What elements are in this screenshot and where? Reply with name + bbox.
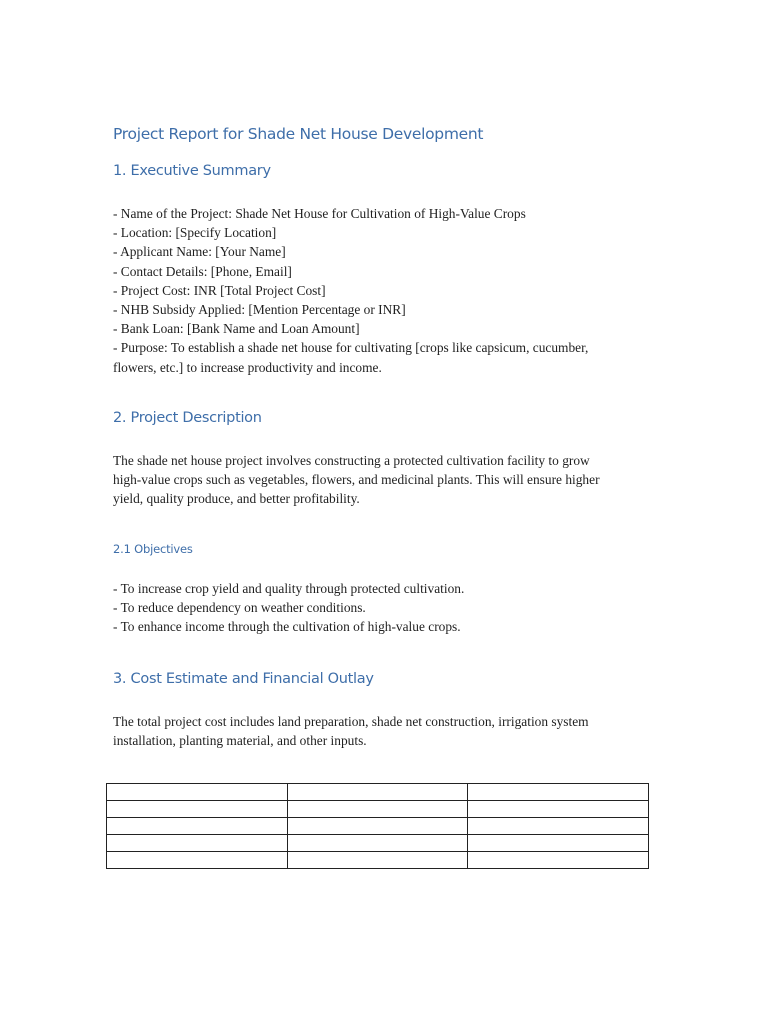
table-cell	[468, 801, 649, 818]
paragraph-line: yield, quality produce, and better profitability.	[113, 491, 360, 507]
subsection-heading-objectives: 2.1 Objectives	[113, 542, 193, 556]
cost-estimate-paragraph	[113, 712, 653, 750]
list-item: - To reduce dependency on weather conditions.	[113, 600, 366, 616]
list-item: - Purpose: To establish a shade net house for cultivating [crops like capsicum, cucumber,	[113, 340, 589, 356]
list-item: - Bank Loan: [Bank Name and Loan Amount]	[113, 321, 360, 337]
table-cell	[468, 784, 649, 801]
table-cell	[468, 818, 649, 835]
table-cell	[468, 852, 649, 869]
list-item: - To increase crop yield and quality through protected cultivation.	[113, 581, 465, 596]
table-cell	[107, 852, 288, 869]
table-cell	[287, 852, 468, 869]
paragraph-line: The total project cost includes land preparation, shade net construction, irrigation system	[113, 714, 589, 729]
list-item: - NHB Subsidy Applied: [Mention Percentage or INR]	[113, 302, 406, 318]
paragraph-line: high-value crops such as vegetables, flowers, and medicinal plants. This will ensure higher	[113, 472, 600, 488]
objectives-list	[113, 579, 653, 637]
list-item: flowers, etc.] to increase productivity and income.	[113, 359, 382, 375]
table-cell	[107, 784, 288, 801]
table-cell	[287, 818, 468, 835]
section-heading-cost-estimate: 3. Cost Estimate and Financial Outlay	[113, 671, 374, 687]
table-row	[107, 818, 649, 835]
table-cell	[287, 784, 468, 801]
list-item: - Project Cost: INR [Total Project Cost]	[113, 282, 326, 298]
section-heading-project-description: 2. Project Description	[113, 410, 262, 426]
list-item: - To enhance income through the cultivation of high-value crops.	[113, 619, 461, 635]
table-row	[107, 852, 649, 869]
table-cell	[107, 801, 288, 818]
table-cell	[287, 835, 468, 852]
paragraph-line: The shade net house project involves constructing a protected cultivation facility to grow	[113, 453, 590, 468]
table-row	[107, 801, 649, 818]
cost-estimate-table	[106, 783, 649, 869]
document-title: Project Report for Shade Net House Development	[113, 125, 484, 143]
table-cell	[107, 835, 288, 852]
table-cell	[287, 801, 468, 818]
list-item: - Location: [Specify Location]	[113, 225, 277, 241]
list-item: - Contact Details: [Phone, Email]	[113, 263, 292, 279]
executive-summary-list	[113, 204, 653, 377]
list-item: - Applicant Name: [Your Name]	[113, 244, 286, 260]
table-cell	[468, 835, 649, 852]
paragraph-line: installation, planting material, and other inputs.	[113, 733, 367, 749]
list-item: - Name of the Project: Shade Net House for Cultivation of High-Value Crops	[113, 206, 526, 221]
table-row	[107, 784, 649, 801]
project-description-paragraph	[113, 451, 653, 509]
table-row	[107, 835, 649, 852]
table-cell	[107, 818, 288, 835]
section-heading-executive-summary: 1. Executive Summary	[113, 163, 271, 179]
